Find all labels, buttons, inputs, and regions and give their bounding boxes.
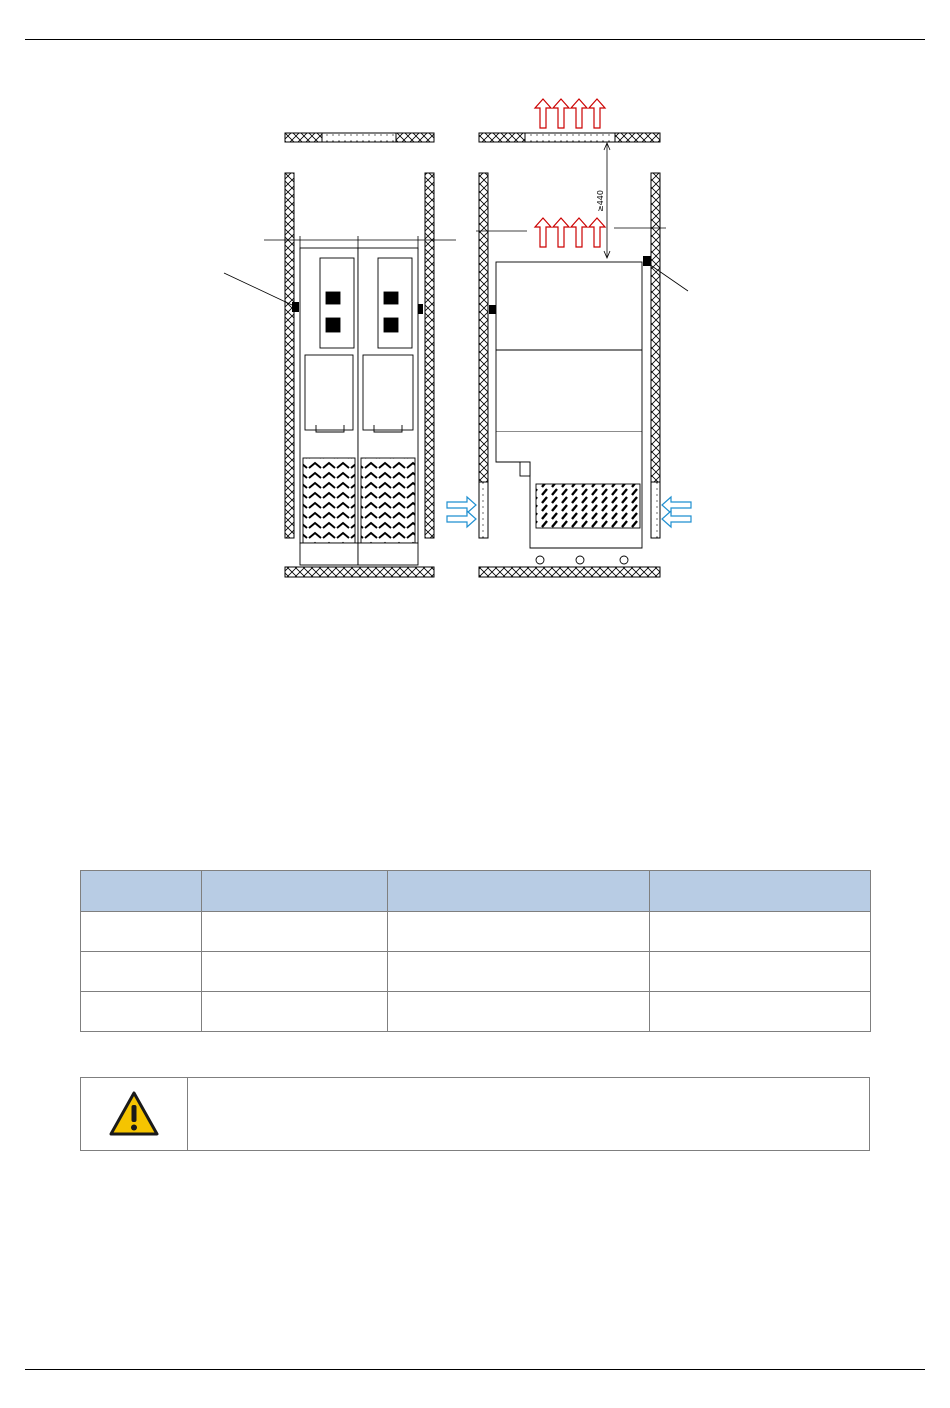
warning-box bbox=[80, 1077, 870, 1151]
top-vent-grille bbox=[525, 133, 615, 142]
intake-arrows-back bbox=[447, 497, 476, 527]
floor bbox=[285, 567, 434, 577]
top-vent-grille bbox=[322, 133, 396, 142]
table-cell bbox=[202, 912, 388, 952]
table-cell bbox=[388, 952, 650, 992]
exhaust-arrows-top bbox=[535, 99, 605, 128]
warning-triangle-icon bbox=[108, 1090, 160, 1138]
exhaust-arrow bbox=[553, 218, 569, 247]
exhaust-arrow bbox=[535, 99, 551, 128]
side-view bbox=[476, 133, 688, 577]
exhaust-arrow bbox=[571, 99, 587, 128]
intake-arrow bbox=[662, 511, 691, 527]
table-cell bbox=[388, 992, 650, 1032]
cabinet-2 bbox=[358, 248, 418, 565]
table-header-cell bbox=[202, 871, 388, 912]
right-wall bbox=[425, 173, 434, 538]
floor bbox=[479, 567, 660, 577]
clearance-dimension-label: ≥440 bbox=[596, 190, 605, 212]
table-cell bbox=[202, 992, 388, 1032]
table-row bbox=[81, 952, 871, 992]
installation-clearance-figure bbox=[0, 0, 950, 620]
table-cell bbox=[202, 952, 388, 992]
exhaust-arrow bbox=[571, 218, 587, 247]
cabinet-1 bbox=[300, 248, 358, 565]
left-wall bbox=[285, 173, 294, 538]
intake-arrow bbox=[662, 497, 691, 513]
warning-text bbox=[188, 1078, 869, 1150]
table-cell bbox=[388, 912, 650, 952]
back-wall-inlet bbox=[479, 482, 488, 538]
cabinet-side bbox=[496, 262, 642, 564]
table-cell bbox=[81, 952, 202, 992]
table-cell bbox=[81, 912, 202, 952]
leader-line-left bbox=[224, 273, 292, 305]
intake-arrows-front bbox=[662, 497, 691, 527]
table-cell bbox=[650, 992, 871, 1032]
table-header-cell bbox=[388, 871, 650, 912]
front-wall-inlet bbox=[651, 482, 660, 538]
top-clearance-dim bbox=[476, 143, 666, 258]
exhaust-arrows-cabinet bbox=[535, 218, 605, 247]
spec-table bbox=[80, 870, 871, 1032]
intake-arrow bbox=[447, 497, 476, 513]
wall-bracket-left bbox=[292, 302, 299, 312]
warning-icon-cell bbox=[81, 1078, 188, 1150]
table-header-cell bbox=[81, 871, 202, 912]
table-row bbox=[81, 992, 871, 1032]
wall-bracket-front bbox=[643, 256, 651, 266]
exhaust-arrow bbox=[535, 218, 551, 247]
exhaust-arrow bbox=[589, 218, 605, 247]
table-header-row bbox=[81, 871, 871, 912]
table-row bbox=[81, 912, 871, 952]
footer-rule bbox=[25, 1369, 925, 1370]
wall-bracket-back bbox=[489, 305, 496, 314]
table-cell bbox=[81, 992, 202, 1032]
exhaust-arrow bbox=[553, 99, 569, 128]
front-view bbox=[224, 133, 456, 577]
intake-arrow bbox=[447, 511, 476, 527]
table-header-cell bbox=[650, 871, 871, 912]
exhaust-arrow bbox=[589, 99, 605, 128]
table-cell bbox=[650, 912, 871, 952]
table-cell bbox=[650, 952, 871, 992]
